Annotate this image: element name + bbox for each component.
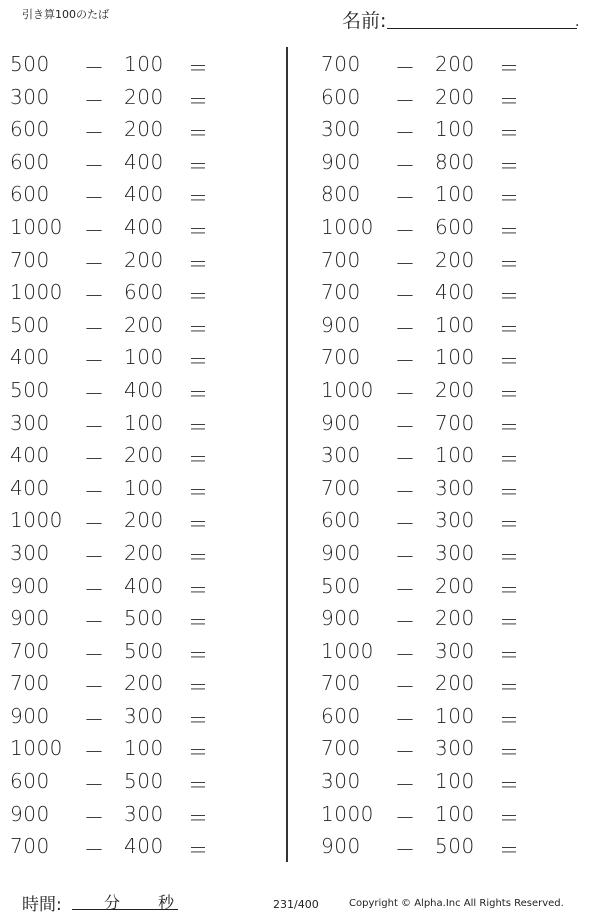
minus-sign: －: [395, 88, 416, 113]
minuend: 500: [10, 312, 50, 337]
minuend: 900: [10, 703, 50, 728]
minuend: 1000: [321, 801, 374, 826]
minuend: 300: [10, 84, 50, 109]
subtrahend: 300: [435, 736, 475, 761]
subtrahend: 300: [124, 801, 164, 826]
minus-sign: －: [84, 740, 105, 765]
equals-sign: ＝: [188, 675, 209, 700]
minuend: 900: [321, 149, 361, 174]
subtrahend: 100: [124, 410, 164, 435]
minus-sign: －: [84, 186, 105, 211]
minus-sign: －: [395, 251, 416, 276]
minuend: 1000: [321, 214, 374, 239]
minus-sign: －: [84, 805, 105, 830]
equals-sign: ＝: [499, 447, 520, 472]
column-divider: [286, 47, 288, 862]
minus-sign: －: [395, 838, 416, 863]
equals-sign: ＝: [188, 316, 209, 341]
subtrahend: 100: [124, 345, 164, 370]
minuend: 1000: [10, 280, 63, 305]
subtrahend: 400: [124, 834, 164, 859]
minus-sign: －: [395, 349, 416, 374]
minuend: 900: [321, 312, 361, 337]
subtrahend: 500: [435, 834, 475, 859]
minuend: 600: [321, 84, 361, 109]
minus-sign: －: [395, 577, 416, 602]
minus-sign: －: [395, 675, 416, 700]
minus-sign: －: [84, 153, 105, 178]
minuend: 700: [321, 247, 361, 272]
minus-sign: －: [395, 316, 416, 341]
equals-sign: ＝: [188, 218, 209, 243]
subtrahend: 100: [435, 801, 475, 826]
equals-sign: ＝: [188, 805, 209, 830]
equals-sign: ＝: [499, 414, 520, 439]
copyright: Copyright © Alpha.Inc All Rights Reserved.: [349, 898, 564, 909]
equals-sign: ＝: [499, 577, 520, 602]
subtrahend: 200: [435, 52, 475, 76]
subtrahend: 400: [435, 280, 475, 305]
subtrahend: 200: [124, 671, 164, 696]
minus-sign: －: [84, 121, 105, 146]
minus-sign: －: [84, 773, 105, 798]
subtrahend: 200: [435, 84, 475, 109]
minus-sign: －: [84, 414, 105, 439]
equals-sign: ＝: [499, 675, 520, 700]
equals-sign: ＝: [188, 121, 209, 146]
minus-sign: －: [84, 447, 105, 472]
equals-sign: ＝: [188, 153, 209, 178]
minuend: 600: [10, 117, 50, 142]
subtrahend: 200: [435, 671, 475, 696]
minus-sign: －: [395, 805, 416, 830]
minuend: 1000: [321, 377, 374, 402]
equals-sign: ＝: [188, 512, 209, 537]
equals-sign: ＝: [188, 56, 209, 80]
minuend: 900: [321, 834, 361, 859]
subtrahend: 200: [435, 573, 475, 598]
equals-sign: ＝: [188, 773, 209, 798]
subtrahend: 300: [435, 540, 475, 565]
minutes-label: 分: [104, 893, 121, 912]
subtrahend: 100: [435, 703, 475, 728]
equals-sign: ＝: [188, 284, 209, 309]
subtrahend: 100: [124, 736, 164, 761]
minus-sign: －: [84, 577, 105, 602]
seconds-label: 秒: [158, 893, 175, 912]
minuend: 900: [321, 540, 361, 565]
subtrahend: 100: [435, 443, 475, 468]
subtrahend: 400: [124, 377, 164, 402]
minus-sign: －: [84, 838, 105, 863]
minus-sign: －: [395, 284, 416, 309]
minus-sign: －: [395, 642, 416, 667]
minus-sign: －: [395, 153, 416, 178]
minus-sign: －: [84, 284, 105, 309]
subtrahend: 600: [435, 214, 475, 239]
equals-sign: ＝: [188, 740, 209, 765]
minuend: 1000: [10, 736, 63, 761]
minus-sign: －: [84, 707, 105, 732]
subtrahend: 400: [124, 182, 164, 207]
equals-sign: ＝: [499, 316, 520, 341]
minus-sign: －: [395, 544, 416, 569]
subtrahend: 100: [124, 52, 164, 76]
minuend: 600: [321, 508, 361, 533]
subtrahend: 200: [124, 443, 164, 468]
minus-sign: －: [84, 642, 105, 667]
minus-sign: －: [395, 740, 416, 765]
subtrahend: 200: [124, 508, 164, 533]
equals-sign: ＝: [499, 121, 520, 146]
minus-sign: －: [84, 512, 105, 537]
equals-sign: ＝: [188, 447, 209, 472]
equals-sign: ＝: [188, 381, 209, 406]
equals-sign: ＝: [499, 88, 520, 113]
minuend: 1000: [10, 508, 63, 533]
minuend: 600: [10, 182, 50, 207]
equals-sign: ＝: [188, 544, 209, 569]
minus-sign: －: [395, 610, 416, 635]
equals-sign: ＝: [188, 186, 209, 211]
minuend: 300: [321, 117, 361, 142]
minuend: 500: [10, 52, 50, 76]
subtrahend: 300: [435, 475, 475, 500]
minus-sign: －: [84, 675, 105, 700]
minus-sign: －: [395, 447, 416, 472]
minus-sign: －: [395, 56, 416, 80]
minuend: 700: [321, 345, 361, 370]
subtrahend: 200: [435, 247, 475, 272]
minus-sign: －: [84, 479, 105, 504]
subtrahend: 600: [124, 280, 164, 305]
minus-sign: －: [395, 773, 416, 798]
minus-sign: －: [84, 610, 105, 635]
minuend: 900: [10, 573, 50, 598]
minuend: 700: [321, 736, 361, 761]
name-label: 名前:: [342, 10, 387, 32]
minus-sign: －: [84, 316, 105, 341]
minuend: 400: [10, 345, 50, 370]
equals-sign: ＝: [188, 642, 209, 667]
subtrahend: 200: [435, 606, 475, 631]
minuend: 700: [10, 834, 50, 859]
minus-sign: －: [395, 186, 416, 211]
minus-sign: －: [84, 56, 105, 80]
equals-sign: ＝: [499, 512, 520, 537]
minuend: 400: [10, 475, 50, 500]
equals-sign: ＝: [499, 153, 520, 178]
equals-sign: ＝: [188, 349, 209, 374]
equals-sign: ＝: [499, 740, 520, 765]
equals-sign: ＝: [499, 251, 520, 276]
name-dot: .: [575, 14, 580, 30]
equals-sign: ＝: [499, 642, 520, 667]
equals-sign: ＝: [499, 838, 520, 863]
minuend: 700: [321, 280, 361, 305]
minuend: 300: [321, 443, 361, 468]
equals-sign: ＝: [188, 838, 209, 863]
minus-sign: －: [395, 414, 416, 439]
subtrahend: 300: [435, 638, 475, 663]
minuend: 300: [321, 769, 361, 794]
subtrahend: 100: [435, 345, 475, 370]
subtrahend: 100: [435, 769, 475, 794]
minus-sign: －: [395, 479, 416, 504]
worksheet-title: 引き算100のたば: [22, 8, 109, 21]
subtrahend: 400: [124, 573, 164, 598]
subtrahend: 500: [124, 606, 164, 631]
subtrahend: 100: [435, 117, 475, 142]
subtrahend: 800: [435, 149, 475, 174]
minuend: 700: [10, 638, 50, 663]
minuend: 1000: [10, 214, 63, 239]
minuend: 600: [321, 703, 361, 728]
equals-sign: ＝: [499, 381, 520, 406]
minus-sign: －: [84, 88, 105, 113]
minuend: 300: [10, 540, 50, 565]
minus-sign: －: [395, 218, 416, 243]
subtrahend: 300: [435, 508, 475, 533]
subtrahend: 400: [124, 214, 164, 239]
equals-sign: ＝: [499, 218, 520, 243]
name-field[interactable]: [342, 4, 587, 30]
minus-sign: －: [84, 349, 105, 374]
equals-sign: ＝: [188, 251, 209, 276]
page-number: 231/400: [273, 898, 319, 911]
minuend: 500: [10, 377, 50, 402]
equals-sign: ＝: [499, 805, 520, 830]
equals-sign: ＝: [499, 349, 520, 374]
minus-sign: －: [395, 707, 416, 732]
equals-sign: ＝: [499, 186, 520, 211]
minuend: 600: [10, 769, 50, 794]
subtrahend: 100: [435, 182, 475, 207]
minus-sign: －: [84, 251, 105, 276]
minuend: 1000: [321, 638, 374, 663]
minuend: 700: [10, 247, 50, 272]
minuend: 700: [321, 475, 361, 500]
minuend: 300: [10, 410, 50, 435]
equals-sign: ＝: [499, 773, 520, 798]
minuend: 400: [10, 443, 50, 468]
subtrahend: 200: [124, 247, 164, 272]
equals-sign: ＝: [188, 707, 209, 732]
subtrahend: 100: [435, 312, 475, 337]
minuend: 800: [321, 182, 361, 207]
minuend: 700: [321, 52, 361, 76]
minuend: 600: [10, 149, 50, 174]
subtrahend: 200: [124, 84, 164, 109]
minuend: 700: [10, 671, 50, 696]
equals-sign: ＝: [188, 414, 209, 439]
subtrahend: 700: [435, 410, 475, 435]
subtrahend: 200: [124, 117, 164, 142]
minus-sign: －: [84, 544, 105, 569]
equals-sign: ＝: [499, 610, 520, 635]
subtrahend: 100: [124, 475, 164, 500]
minuend: 500: [321, 573, 361, 598]
equals-sign: ＝: [188, 577, 209, 602]
equals-sign: ＝: [499, 56, 520, 80]
minuend: 900: [10, 801, 50, 826]
equals-sign: ＝: [188, 610, 209, 635]
minuend: 900: [10, 606, 50, 631]
minus-sign: －: [395, 512, 416, 537]
minuend: 900: [321, 606, 361, 631]
subtrahend: 400: [124, 149, 164, 174]
minus-sign: －: [84, 381, 105, 406]
subtrahend: 300: [124, 703, 164, 728]
minus-sign: －: [84, 218, 105, 243]
time-label: 時間:: [22, 895, 62, 915]
equals-sign: ＝: [499, 707, 520, 732]
minuend: 900: [321, 410, 361, 435]
minuend: 700: [321, 671, 361, 696]
equals-sign: ＝: [499, 479, 520, 504]
subtrahend: 200: [124, 540, 164, 565]
name-underline: [387, 28, 577, 29]
subtrahend: 500: [124, 769, 164, 794]
subtrahend: 500: [124, 638, 164, 663]
minus-sign: －: [395, 381, 416, 406]
subtrahend: 200: [124, 312, 164, 337]
subtrahend: 200: [435, 377, 475, 402]
equals-sign: ＝: [188, 479, 209, 504]
equals-sign: ＝: [188, 88, 209, 113]
equals-sign: ＝: [499, 284, 520, 309]
minus-sign: －: [395, 121, 416, 146]
equals-sign: ＝: [499, 544, 520, 569]
